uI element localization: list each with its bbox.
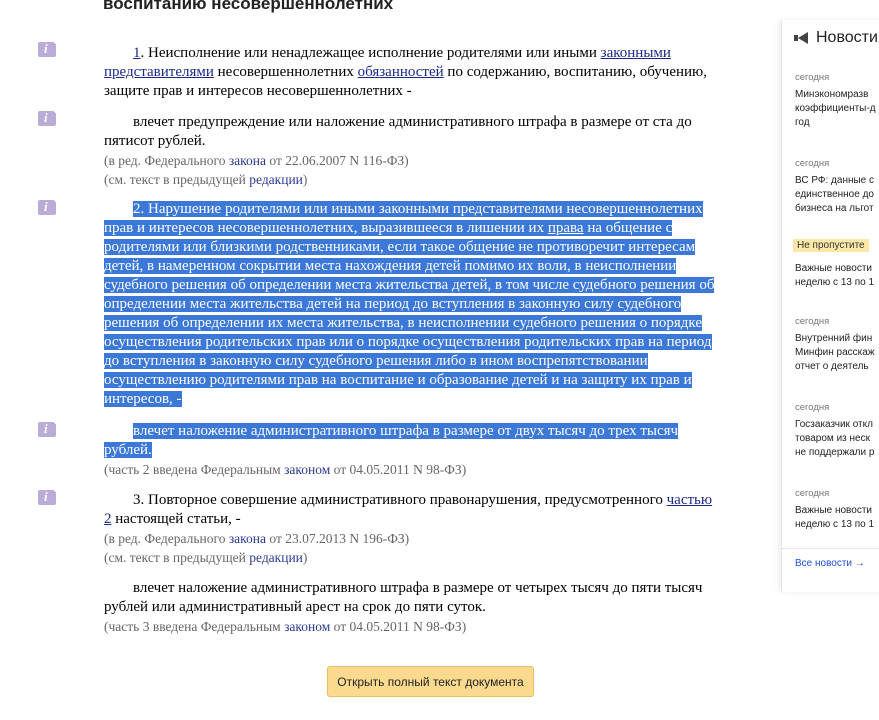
info-icon[interactable]	[38, 42, 56, 57]
news-panel	[781, 20, 879, 592]
all-news-link[interactable]: Все новости →	[795, 558, 865, 569]
news-date: сегодня	[795, 402, 830, 413]
paragraph-line: осуществлению родителями прав на воспитание и образование детей и на защиту их прав и	[104, 372, 692, 388]
edition-note: (в ред. Федерального закона от 22.06.2007 N 116-ФЗ)	[104, 153, 409, 168]
news-date: сегодня	[795, 488, 830, 499]
news-item[interactable]: Важные новости неделю с 13 по 1	[795, 263, 875, 288]
news-item[interactable]: ВС РФ: данные с единственное до бизнеса на льгот	[795, 175, 875, 214]
paragraph-line: рублей.	[104, 442, 152, 458]
law-link[interactable]: законом	[284, 462, 331, 477]
paragraph-line: 1. Неисполнение или ненадлежащее исполнение родителями или иными законными	[133, 45, 671, 61]
paragraph-line: до вступления в законную силу судебного решения либо в ином воспрепятствовании	[104, 353, 648, 369]
law-link[interactable]: закона	[228, 531, 266, 546]
legal-link[interactable]: обязанностей	[357, 64, 444, 80]
paragraph-line: интересов, -	[104, 391, 182, 407]
info-icon[interactable]	[38, 200, 56, 215]
paragraph-line: влечет предупреждение или наложение административного штрафа в размере от ста до	[133, 114, 692, 130]
legal-link[interactable]: 2	[104, 511, 112, 527]
news-title: Новости	[816, 29, 878, 46]
paragraph-line: осуществления родительских прав или о порядке осуществления родительских прав на период	[104, 334, 712, 350]
divider	[782, 548, 879, 549]
paragraph-line: 2. Нарушение родителями или иными законными представителями несовершеннолетних	[133, 201, 703, 217]
paragraph-line: 2 настоящей статьи, -	[104, 511, 241, 527]
paragraph-line: прав и интересов несовершеннолетних, выразившееся в лишении их права на общение с	[104, 220, 673, 236]
paragraph-line: детей, в намеренном сокрытии места нахождения детей помимо их воли, в неисполнении	[104, 258, 677, 274]
edition-note: (в ред. Федерального закона от 23.07.2013 N 196-ФЗ)	[104, 531, 410, 546]
info-icon[interactable]	[38, 490, 56, 505]
paragraph-line: родителями или близкими родственниками, если такое общение не противоречит интересам	[104, 239, 696, 255]
edition-note: (см. текст в предыдущей редакции)	[104, 550, 308, 565]
paragraph-line: влечет наложение административного штрафа в размере от двух тысяч до трех тысяч	[133, 423, 679, 439]
legal-link[interactable]: права	[547, 220, 584, 236]
paragraph-line: судебного решения об определении места жительства детей, в том числе судебного решения об	[104, 277, 715, 293]
news-item[interactable]: Минэкономразв коэффициенты-д год	[795, 89, 876, 128]
legal-link[interactable]: представителями	[104, 64, 214, 80]
paragraph-line: 3. Повторное совершение административного правонарушения, предусмотренного частью	[133, 492, 713, 508]
paragraph-line: пятисот рублей.	[104, 133, 206, 149]
news-date: сегодня	[795, 158, 830, 169]
info-icon[interactable]	[38, 111, 56, 126]
news-item[interactable]: Важные новости неделю с 13 по 1	[795, 505, 875, 530]
dont-miss-badge: Не пропустите	[793, 239, 869, 252]
news-date: сегодня	[795, 316, 830, 327]
megaphone-icon	[794, 32, 810, 44]
paragraph-line: представителями несовершеннолетних обязанностей по содержанию, воспитанию, обучению,	[104, 64, 707, 80]
edition-link[interactable]: редакции	[249, 550, 303, 565]
point-link[interactable]: 1	[133, 45, 141, 61]
legal-link[interactable]: частью	[666, 492, 713, 508]
paragraph-line: рублей или административный арест на срок до пяти суток.	[104, 599, 486, 615]
law-link[interactable]: закона	[228, 153, 266, 168]
news-item[interactable]: Внутренний фин Минфин расскаж отчет о деятель	[795, 333, 875, 372]
info-icon[interactable]	[38, 422, 56, 437]
edition-link[interactable]: редакции	[249, 172, 303, 187]
law-link[interactable]: законом	[284, 619, 331, 634]
edition-note: (см. текст в предыдущей редакции)	[104, 172, 308, 187]
paragraph-line: защите прав и интересов несовершеннолетних -	[104, 83, 412, 99]
news-header	[794, 29, 878, 47]
edition-note: (часть 3 введена Федеральным законом от 04.05.2011 N 98-ФЗ)	[104, 619, 467, 634]
edition-note: (часть 2 введена Федеральным законом от 04.05.2011 N 98-ФЗ)	[104, 462, 467, 477]
page-title: воспитанию несовершеннолетних	[103, 0, 394, 13]
paragraph-line: определении места жительства детей на период до вступления в законную силу судебного	[104, 296, 682, 312]
paragraph-line: влечет наложение административного штрафа в размере от четырех тысяч до пяти тысяч	[133, 580, 703, 596]
legal-link[interactable]: законными	[600, 45, 671, 61]
news-item[interactable]: Госзаказчик откл товаром из неск не поддержали р	[795, 419, 875, 458]
open-full-text-button[interactable]: Открыть полный текст документа	[327, 666, 534, 697]
news-date: сегодня	[795, 72, 830, 83]
paragraph-line: решения об определении их места жительства, в неисполнении судебного решения о порядке	[104, 315, 702, 331]
